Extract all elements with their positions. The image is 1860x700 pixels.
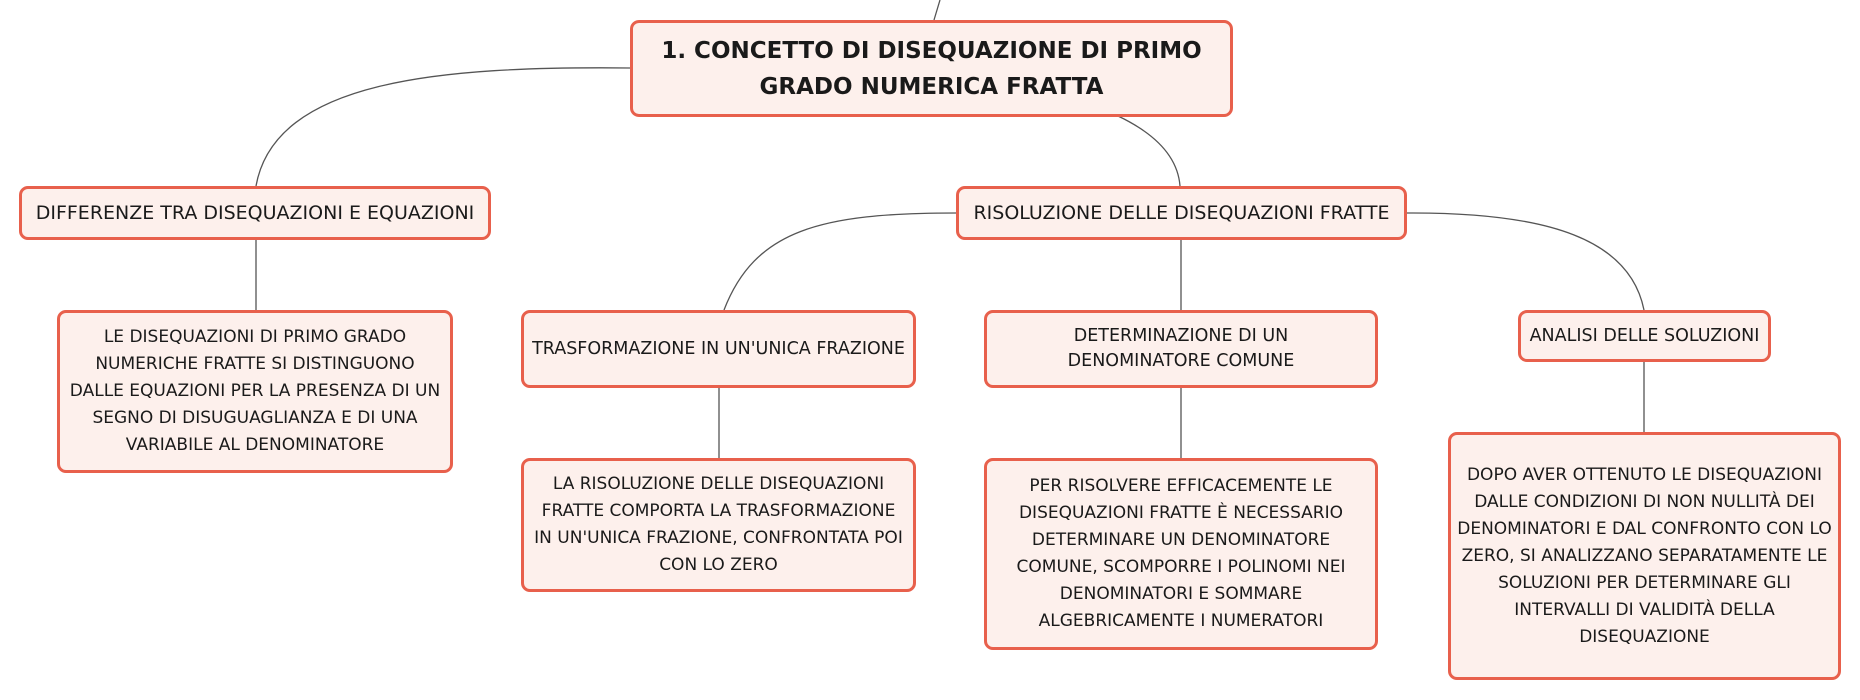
topic-differences-label: DIFFERENZE TRA DISEQUAZIONI E EQUAZIONI [35, 202, 475, 224]
subtopic-transformation[interactable] [521, 310, 916, 388]
connector-resolution-to-transformation [724, 213, 956, 310]
detail-analysis-text: DOPO AVER OTTENUTO LE DISEQUAZIONI DALLE CONDIZIONI DI NON NULLITÀ DEI DENOMINATORI E DAL CONFRONTO CON LO ZERO, SI ANALIZZANO SEPARATAMENTE LE SOLUZIONI PER DETERMINARE GLI INTERVALLI DI VALIDITÀ DELLA DISEQUAZIONE [1457, 464, 1832, 647]
detail-differences-text: LE DISEQUAZIONI DI PRIMO GRADO NUMERICHE FRATTE SI DISTINGUONO DALLE EQUAZIONI PER LA PRESENZA DI UN SEGNO DI DISUGUAGLIANZA E DI UNA VARIABILE AL DENOMINATORE [69, 327, 441, 455]
root-topic-title: 1. CONCETTO DI DISEQUAZIONE DI PRIMO GRADO NUMERICA FRATTA [661, 37, 1202, 100]
detail-differences[interactable] [57, 310, 453, 473]
subtopic-analysis-label: ANALISI DELLE SOLUZIONI [1529, 325, 1760, 346]
connector-parent-to-root [934, 0, 940, 20]
topic-resolution[interactable] [956, 186, 1407, 240]
topic-resolution-label: RISOLUZIONE DELLE DISEQUAZIONI FRATTE [973, 202, 1390, 224]
root-topic-node[interactable] [630, 20, 1233, 117]
detail-transformation[interactable] [521, 458, 916, 592]
connector-root-to-differences [256, 68, 630, 186]
topic-differences[interactable] [19, 186, 491, 240]
subtopic-transformation-label: TRASFORMAZIONE IN UN'UNICA FRAZIONE [532, 338, 905, 359]
detail-transformation-text: LA RISOLUZIONE DELLE DISEQUAZIONI FRATTE COMPORTA LA TRASFORMAZIONE IN UN'UNICA FRAZIONE, CONFRONTATA POI CON LO ZERO [534, 474, 903, 575]
subtopic-denominator-label: DETERMINAZIONE DI UN DENOMINATORE COMUNE [1067, 326, 1295, 371]
detail-analysis[interactable] [1448, 432, 1841, 680]
subtopic-denominator[interactable] [984, 310, 1378, 388]
detail-denominator[interactable] [984, 458, 1378, 650]
connector-root-to-resolution [1118, 116, 1180, 186]
connector-resolution-to-analysis [1406, 213, 1644, 310]
detail-denominator-text: PER RISOLVERE EFFICACEMENTE LE DISEQUAZIONI FRATTE È NECESSARIO DETERMINARE UN DENOMINATORE COMUNE, SCOMPORRE I POLINOMI NEI DENOMINATORI E SOMMARE ALGEBRICAMENTE I NUMERATORI [1016, 476, 1346, 631]
subtopic-analysis[interactable] [1518, 310, 1771, 362]
